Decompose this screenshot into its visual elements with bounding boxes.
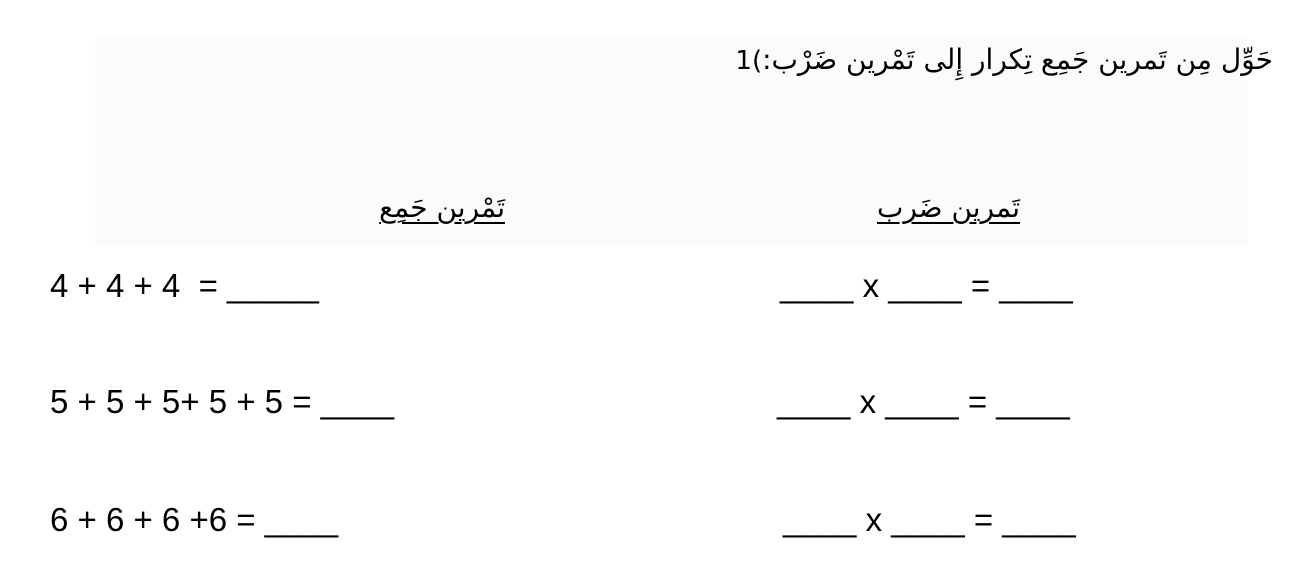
multiplication-column-header: تَمرين ضَرب [876,191,1020,224]
addition-column-header: تَمْرين جَمِع [379,191,505,224]
exercise-row [0,256,1291,316]
multiplication-blank: ____ x ____ = ____ [780,267,1073,304]
exercise-row [0,372,1291,432]
addition-expression: 6 + 6 + 6 +6 = ____ [50,501,339,538]
instruction-text: حَوِّل مِن تَمرين جَمِع تِكرار إِلى تَمْرين ضَرْب: [762,43,1273,76]
multiplication-blank: ____ x ____ = ____ [777,383,1070,420]
question-number: 1 [735,46,752,76]
question-instruction [735,38,1273,83]
question-paren: ) [751,46,763,76]
addition-expression: 4 + 4 + 4 = _____ [50,267,319,304]
multiplication-blank: ____ x ____ = ____ [783,501,1076,538]
addition-expression: 5 + 5 + 5+ 5 + 5 = ____ [50,383,395,420]
exercise-row [0,490,1291,550]
